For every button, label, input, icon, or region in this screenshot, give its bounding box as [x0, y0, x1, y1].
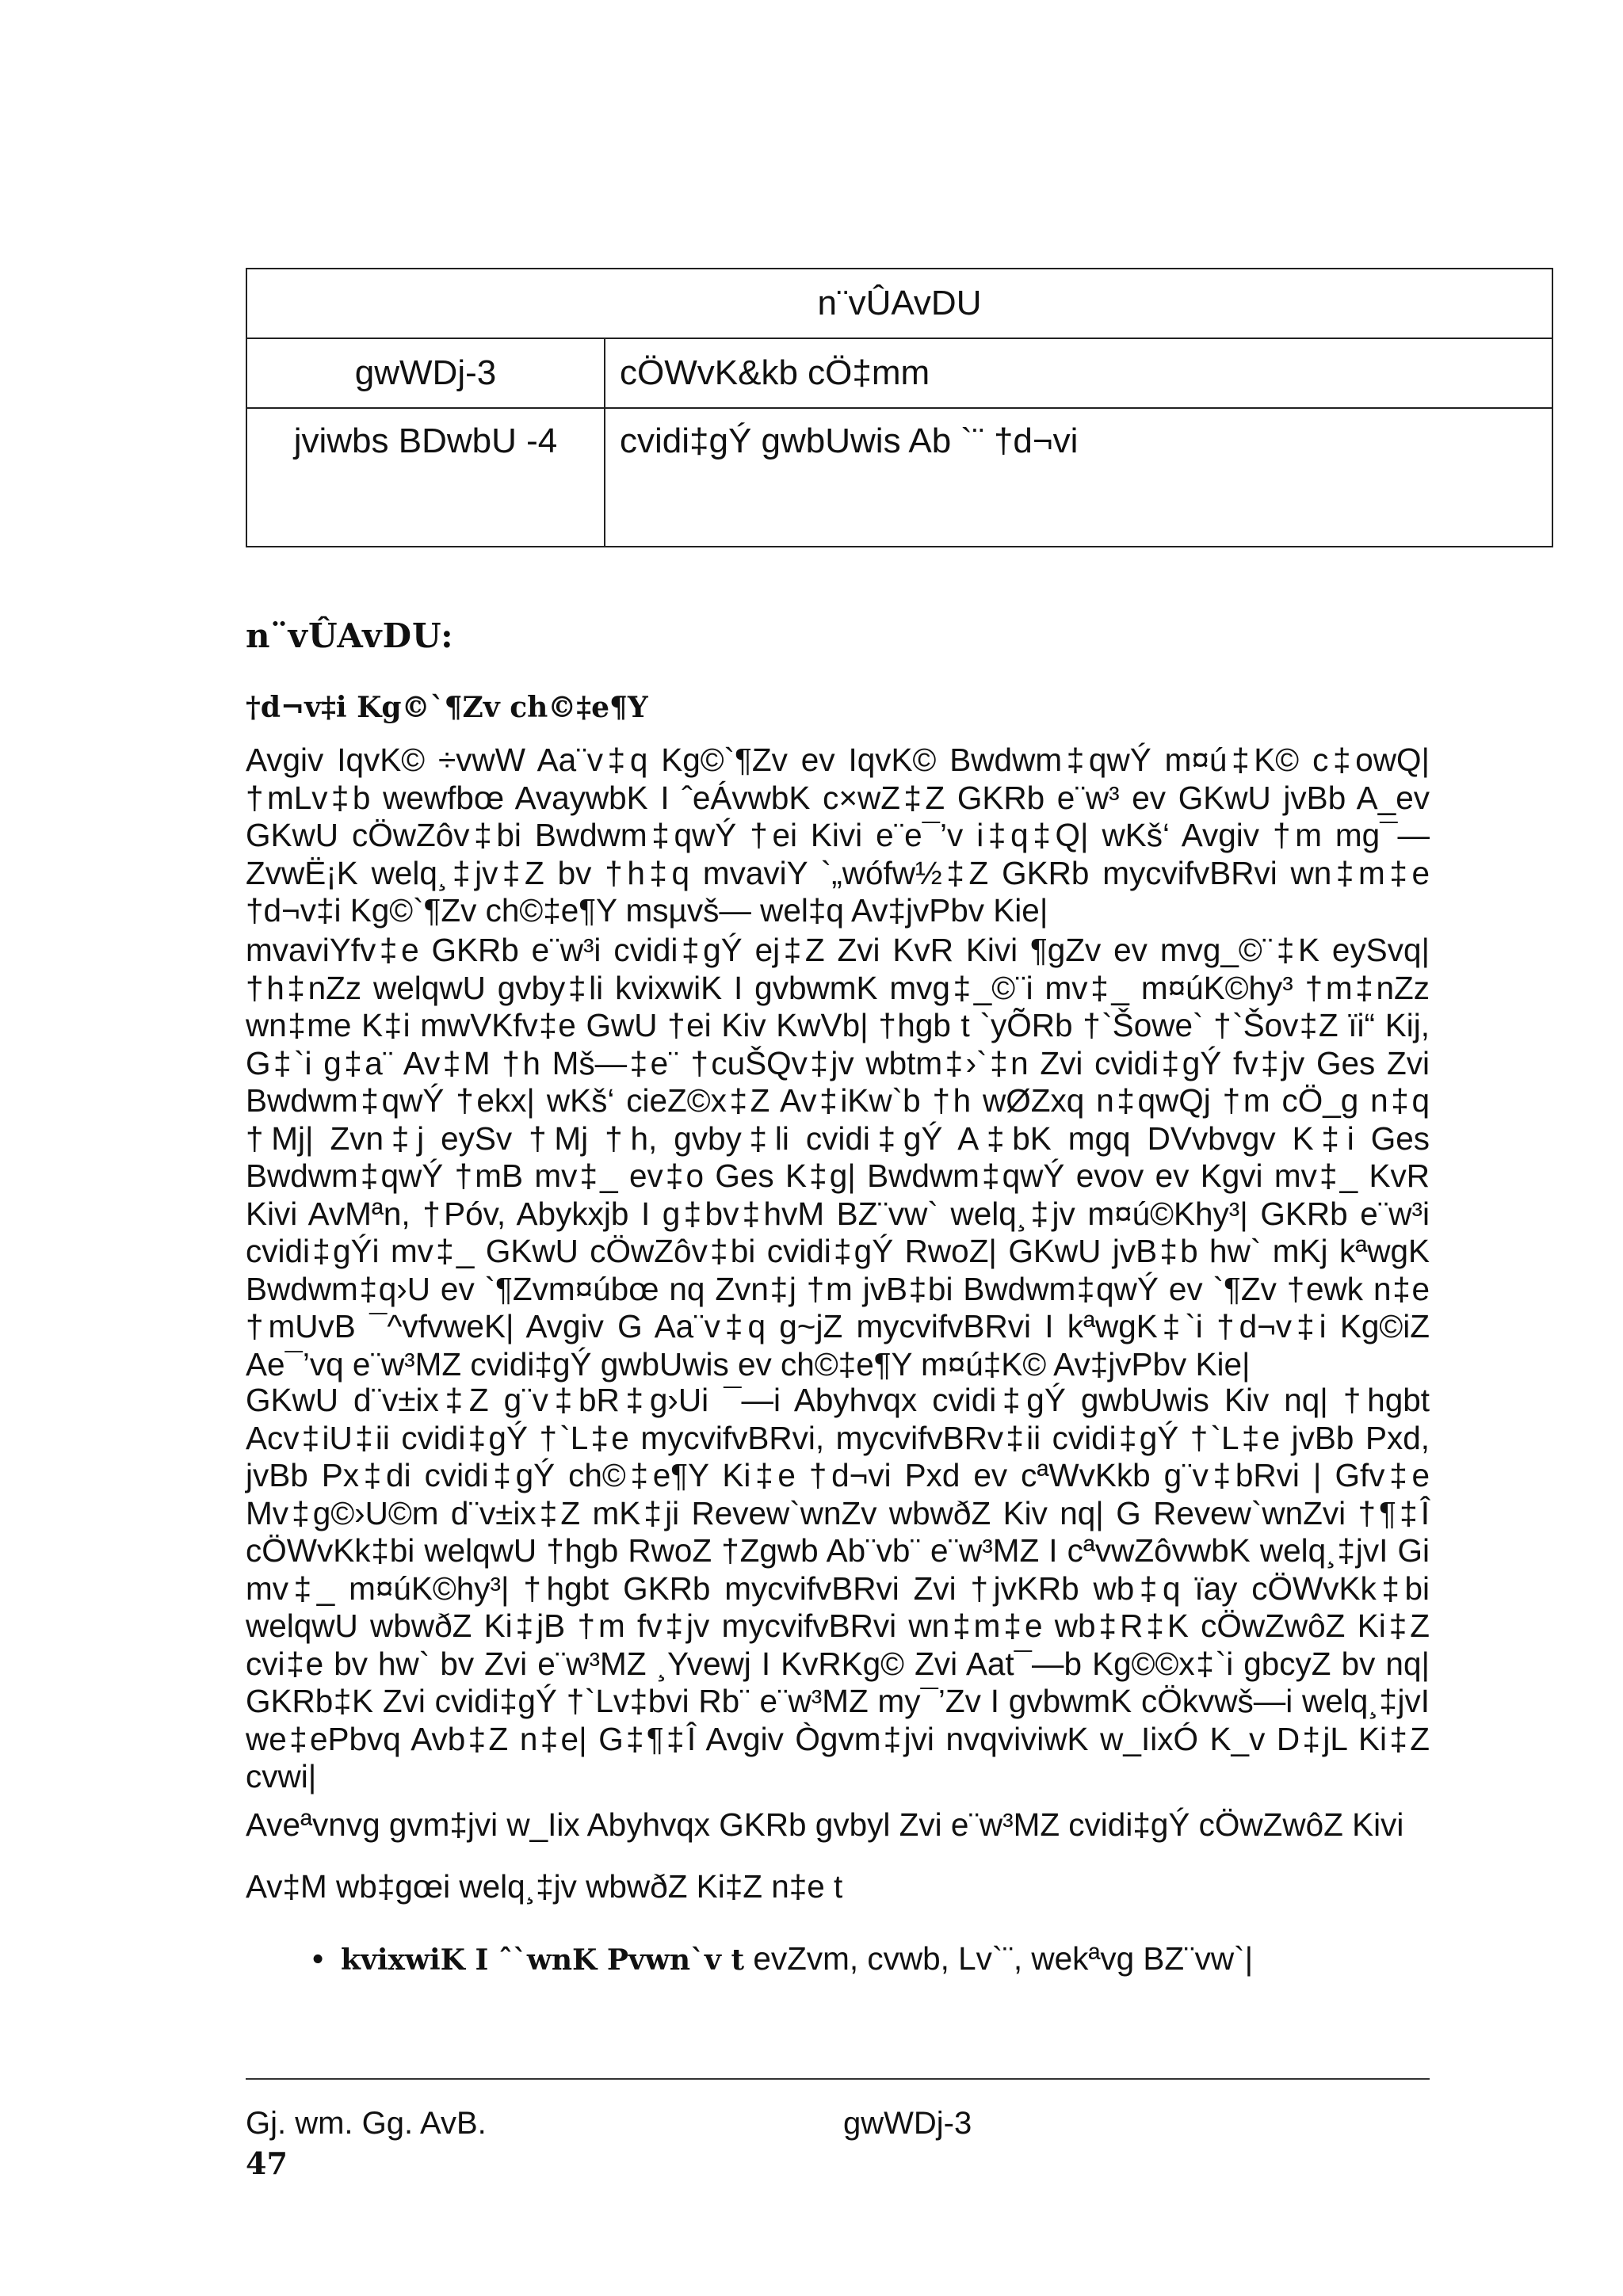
- footer-publisher: Gj. wm. Gg. AvB.: [246, 2106, 487, 2141]
- bullet-dot-icon: •: [312, 1940, 324, 1977]
- table-row: [246, 408, 1552, 547]
- module-value-cell: cÖWvK&kb cÖ‡mm: [605, 338, 1552, 408]
- table-caption: n¨vÛAvDU: [246, 269, 1552, 338]
- paragraph-5: Av‡M wb‡gœi welq¸‡jv wbwðZ Ki‡Z n‡e t: [246, 1868, 843, 1905]
- bullet-text: evZvm, cvwb, Lv`¨, wekªvg BZ¨vw`|: [744, 1940, 1254, 1977]
- module-label-cell: gwWDj-3: [246, 338, 605, 408]
- paragraph-1: Avgiv IqvK© ÷vwW Aa¨v‡q Kg©`¶Zv ev IqvK© Bwdwm‡qwÝ m¤ú‡K© c‡owQ| †mLv‡b wewfbœ AvaywbK I ˆeÁvwbK c×wZ‡Z GKRb e¨w³ ev GKwU jvBb A_ev GKwU cÖwZôv‡bi Bwdwm‡qwÝ †ei Kivi e¨e¯’v i‡q‡Q| wKš‘ Avgiv †m mg¯— ZvwË¡K welq¸‡jv‡Z bv †h‡q mvaviY `„wófw½‡Z GKRb mycvifvBRvi wn‡m‡e †d¬v‡i Kg©`¶Zv ch©‡e¶Y msµvš— wel‡q Av‡jvPbv Kie|: [246, 742, 1430, 929]
- paragraph-3: GKwU d¨v±ix‡Z g¨v‡bR‡g›Ui ¯—i Abyhvqx cvidi‡gÝ gwbUwis Kiv nq| †hgbt Acv‡iU‡ii cvidi‡gÝ †`L‡e mycvifvBRvi, mycvifvBRv‡ii cvidi‡gÝ †`L‡e jvBb Pxd, jvBb Px‡di cvidi‡gÝ ch©‡e¶Y Ki‡e †d¬vi Pxd ev cªWvKkb g¨v‡bRvi | Gfv‡e Mv‡g©›U©m d¨v±ix‡Z mK‡ji Revew`wnZv wbwðZ Kiv nq| G Revew`wnZvi †¶‡Î cÖWvKk‡bi welqwU †hgb RwoZ †Zgwb Ab¨vb¨ e¨w³MZ I cªvwZôvwbK welq¸‡jvI Gi mv‡_ m¤úK©hy³| †hgbt GKRb mycvifvBRvi Zvi †jvKRb wb‡q ïay cÖWvKk‡bi welqwU wbwðZ Ki‡jB †m fv‡jv mycvifvBRvi wn‡m‡e wb‡R‡K cÖwZwôZ Ki‡Z cvi‡e bv hw` bv Zvi e¨w³MZ ¸Yvewj I KvRKg© Zvi Aat¯—b Kg©©x‡`i gbcyZ bv nq| GKRb‡K Zvi cvidi‡gÝ †`Lv‡bvi Rb¨ e¨w³MZ my¯’Zv I gvbwmK cÖkvwš—i welq¸‡jvI we‡ePbvq Avb‡Z n‡e| G‡¶‡Î Avgiv Ògvm‡jvi nvqviviwK w_IixÓ K_v D‡jL Ki‡Z cvwi|: [246, 1382, 1430, 1794]
- unit-label-cell: jviwbs BDwbU -4: [246, 408, 605, 547]
- subheading: †d¬v‡i Kg©`¶Zv ch©‡e¶Y: [246, 691, 648, 724]
- footer-module: gwWDj-3: [843, 2106, 972, 2141]
- paragraph-4: Aveªvnvg gvm‡jvi w_Iix Abyhvqx GKRb gvbyl Zvi e¨w³MZ cvidi‡gÝ cÖwZwôZ Kivi: [246, 1806, 1404, 1843]
- table-row: [246, 338, 1552, 408]
- list-item: [312, 1939, 1254, 1979]
- module-info-table: [246, 268, 1553, 547]
- bullet-bold-text: kvixwiK I ˆ`wnK Pvwn`v t: [341, 1943, 745, 1977]
- page-number: 47: [246, 2145, 288, 2181]
- unit-value-cell: cvidi‡gÝ gwbUwis Ab `¨ †d¬vi: [605, 408, 1552, 547]
- section-heading: n¨vÛAvDU:: [246, 616, 454, 655]
- footer-divider: [246, 2078, 1430, 2080]
- paragraph-2: mvaviYfv‡e GKRb e¨w³i cvidi‡gÝ ej‡Z Zvi KvR Kivi ¶gZv ev mvg_©¨‡K eySvq| †h‡nZz welqwU gvby‡li kvixwiK I gvbwmK mvg‡_©¨i mv‡_ m¤úK©hy³ †m‡nZz wn‡me K‡i mwVKfv‡e GwU †ei Kiv KwVb| †hgb t `yÕRb †`Šowe` †`Šov‡Z ïi“ Kij, G‡`i g‡a¨ Av‡M †h Mš—‡e¨ †cuŠQv‡jv wbtm‡›`‡n Zvi cvidi‡gÝ fv‡jv Ges Zvi Bwdwm‡qwÝ †ekx| wKš‘ cieZ©x‡Z Av‡iKw`b †h wØZxq n‡qwQj †m cÖ_g n‡q †Mj| Zvn‡j eySv †Mj †h, gvby‡li cvidi‡gÝ A‡bK mgq DVvbvgv K‡i Ges Bwdwm‡qwÝ †mB mv‡_ ev‡o Ges K‡g| Bwdwm‡qwÝ evov ev Kgvi mv‡_ KvR Kivi AvMªn, †Póv, Abykxjb I g‡bv‡hvM BZ¨vw` welq¸‡jv m¤ú©Khy³| GKRb e¨w³i cvidi‡gÝi mv‡_ GKwU cÖwZôv‡bi cvidi‡gÝ RwoZ| GKwU jvB‡b hw` mKj kªwgK Bwdwm‡q›U ev `¶Zvm¤úbœ nq Zvn‡j †m jvB‡bi Bwdwm‡qwÝ ev `¶Zv †ewk n‡e †mUvB ¯^vfvweK| Avgiv G Aa¨v‡q g~jZ mycvifvBRvi I kªwgK‡`i †d¬v‡i Kg©iZ Ae¯’vq e¨w³MZ cvidi‡gÝ gwbUwis ev ch©‡e¶Y m¤ú‡K© Av‡jvPbv Kie|: [246, 932, 1430, 1383]
